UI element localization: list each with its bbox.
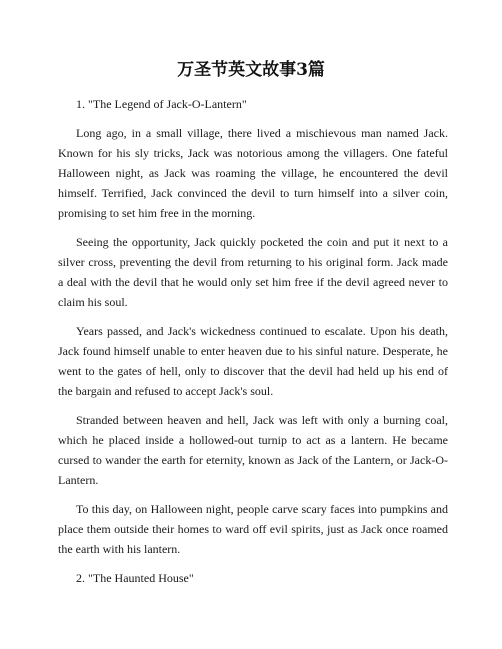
paragraph: Long ago, in a small village, there lived a mischievous man named Jack. Known for his sly tricks, Jack was notorious among the villagers. One fateful Halloween night, as Jack was roaming the village, he encountered the devil himself. Terrified, Jack convinced the devil to turn himself into a silver coin, promising to set him free in the morning. [58, 126, 448, 220]
paragraph: Years passed, and Jack's wickedness continued to escalate. Upon his death, Jack found himself unable to enter heaven due to his sinful nature. Desperate, he went to the gates of hell, only to discover that the devil had held up his end of the bargain and refused to accept Jack's soul. [58, 324, 448, 398]
paragraph: Seeing the opportunity, Jack quickly pocketed the coin and put it next to a silver cross, preventing the devil from returning to his original form. Jack made a deal with the devil that he would only set him free if the devil agreed never to claim his soul. [58, 235, 448, 309]
paragraph: To this day, on Halloween night, people carve scary faces into pumpkins and place them outside their homes to ward off evil spirits, just as Jack once roamed the earth with his lantern. [58, 502, 448, 556]
paragraph: Stranded between heaven and hell, Jack was left with only a burning coal, which he placed inside a hollowed-out turnip to act as a lantern. He became cursed to wander the earth for eternity, known as Jack of the Lantern, or Jack-O-Lantern. [58, 413, 448, 487]
document-body [58, 94, 448, 597]
document-title: 万圣节英文故事3篇 [177, 60, 325, 80]
section-heading: 2. "The Haunted House" [76, 571, 194, 585]
section-heading: 1. "The Legend of Jack-O-Lantern" [76, 97, 247, 111]
